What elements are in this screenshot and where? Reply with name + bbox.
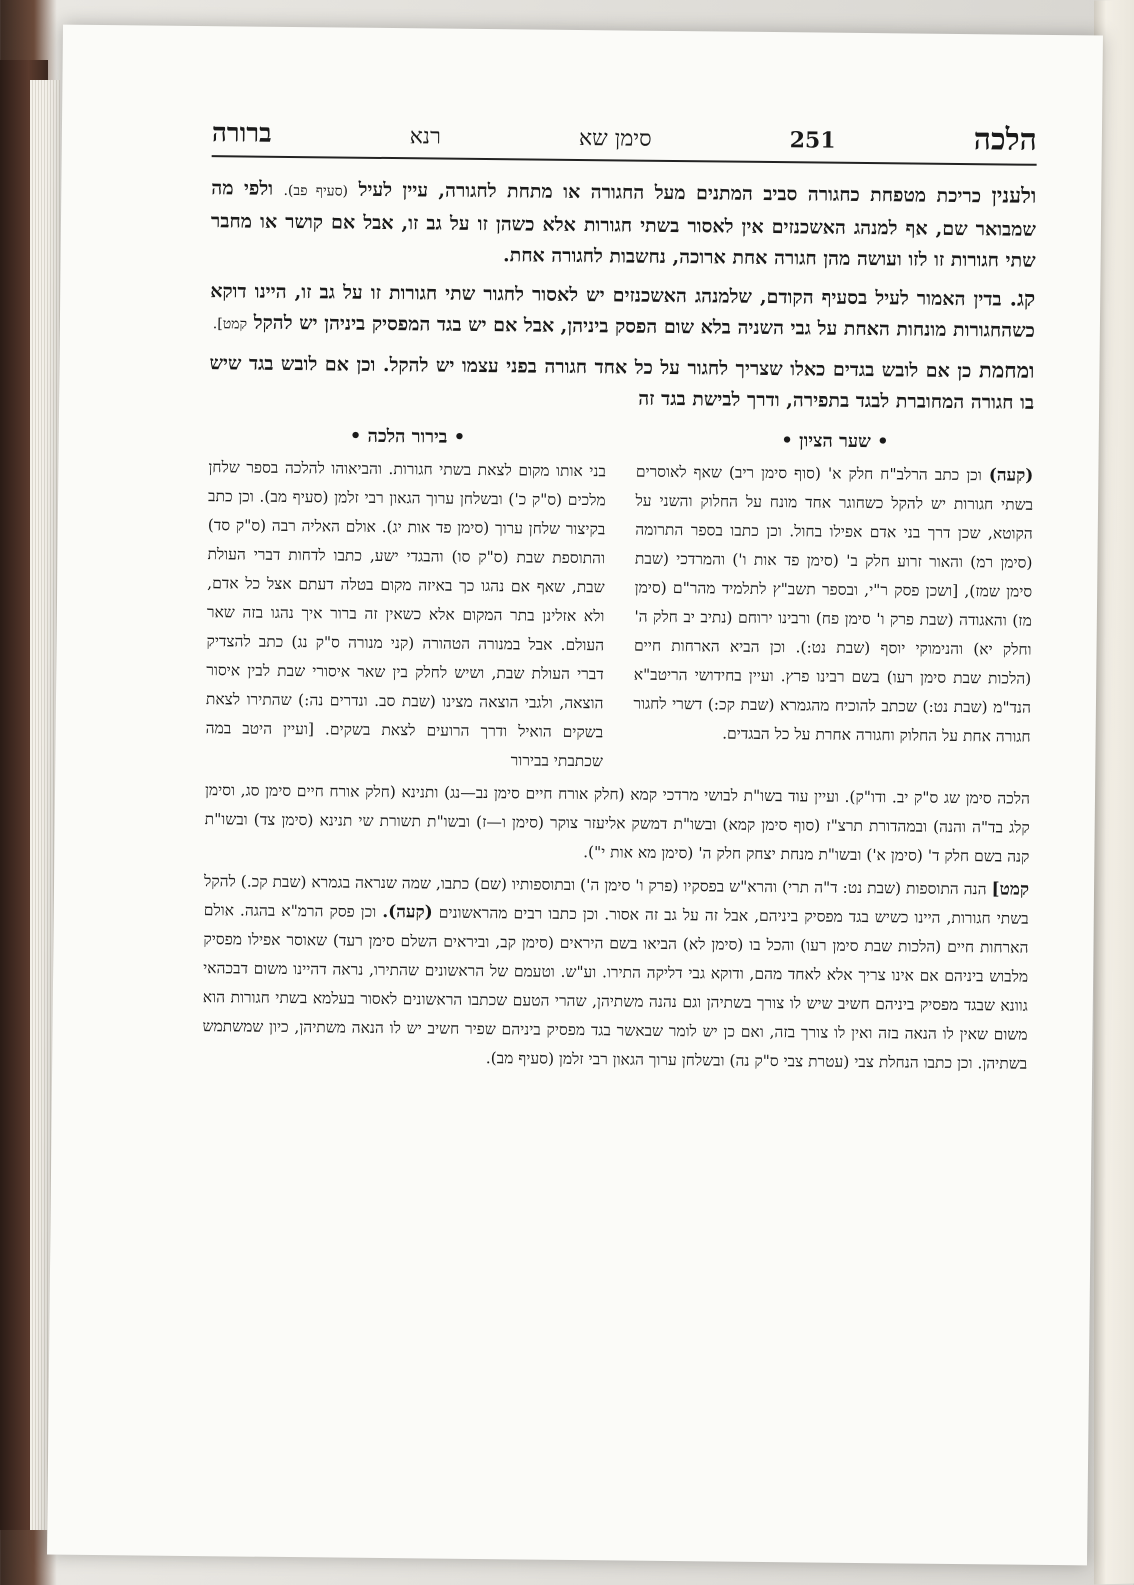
main-text <box>209 171 1036 419</box>
paragraph-2-lead: קג. <box>1009 285 1036 311</box>
paragraph-2 <box>210 274 1036 349</box>
paragraph-1-text-2: ולפי מה שמבואר שם, אף למנהג האשכנזים אין לאסור בשתי חגורות אלא כשהן זו על גב זו, אבל אם קושר או מחבר שתי חגורות זו לזו ועושה מהן חגורה אחת ארוכה, נחשבות לחגורה אחת. <box>210 177 1037 272</box>
note-2 <box>202 867 1029 1079</box>
running-header <box>212 114 1037 166</box>
paragraph-3 <box>209 346 1035 419</box>
note-2-lead: קמט] <box>991 879 1030 900</box>
birur-halacha-text: בני אותו מקום לצאת בשתי חגורות. והביאוהו להלכה בספר שלחן מלכים (ס"ק כ') ובשלחן ערוך הגאון רבי זלמן (סעיף מב). וכן כתב בקיצור שלחן ערוך (סימן פד אות יג). אולם האליה רבה (ס"ק סד) והתוספת שבת (ס"ק סו) והבגדי ישע, כתבו לדחות דברי העולת שבת, שאף אם נהגו כך באיזה מקום בטלה דעתם אצל כל אדם, ולא אזלינן בתר המקום אלא כשאין זה ברור איך נהגו בזה שאר העולם. אבל במנורה הטהורה (קני מנורה ס"ק נג) כתב להצדיק דברי העולת שבת, ושיש לחלק בין שאר איסורי שבת לבין איסור הוצאה, ולגבי הוצאה מצינו (שבת סב. ונדרים נה:) שהתירו לצאת בשקים הואיל ודרך הרועים לצאת בשקים. [ועיין היטב במה שכתבתי בבירור <box>205 458 606 771</box>
note-1: הלכה סימן שג ס"ק יב. ודו"ק). ועיין עוד בשו"ת לבושי מרדכי קמא (חלק אורח חיים סימן נב—נג) ותנינא (חלק אורח חיים סימן סג, וסימן קלג בד"ה והנה) ובמהדורת תרצ"ז (סוף סימן קמא) ובשו"ת דמשק אליעזר צוקר (סימן ו—ז) ובשו"ת תשורת שי תנינא (סימן צד) ובשו"ת קנה בשם חלק ד' (סימן א') ובשו"ת מנחת יצחק חלק ה' (סימן מא אות י"). <box>204 781 1031 866</box>
paragraph-2-ref: קמט]. <box>212 316 248 333</box>
commentary-columns <box>205 424 1034 781</box>
birur-halacha-title: • בירור הלכה • <box>349 425 466 448</box>
paragraph-1-text: כריכת מטפחת כחגורה סביב המתנים מעל החגורה או מתחת לחגורה, עיין לעיל <box>358 178 982 208</box>
shaar-hatziyun-lead: (קעה) <box>988 465 1034 486</box>
shaar-hatziyun-body: וכן כתב הרלב"ח חלק א' (סוף סימן ריב) שאף לאוסרים בשתי חגורות יש להקל כשחוגר אחד מונח על החלוק והשני על הקוטא, שכן דרך בני אדם אפילו בחול. וכן כתבו בספר התרומה (סימן רמ) והאור זרוע חלק ב' (סימן פד אות ו') והמרדכי (שבת סימן שמז), [ושכן פסק ר"י, ובספר תשב"ץ לתלמיד מהר"ם (סימן מז) והאגודה (שבת פרק ו' סימן פח) ורבינו ירוחם (נתיב יב חלק ה' וחלק יא) והנימוקי יוסף (שבת נט:). וכן הביא הארחות חיים (הלכות שבת סימן רעו) בשם רבינו פרץ. ועיין בחידושי הריטב"א הנד"מ (שבת נט:) שכתב להוכיח מהגמרא (שבת קכ:) דשרי לחגור חגורה אחת על החלוק וחגורה אחרת על כל הבגדים. <box>633 462 1034 746</box>
paragraph-2-text: בדין האמור לעיל בסעיף הקודם, שלמנהג האשכנזים יש לאסור לחגור שתי חגורות זו על גב זו, היינו דוקא כשהחגורות מונחות האחת על גבי השניה בלא שום הפסק ביניהן, אבל אם יש בגד המפסיק ביניהן יש להקל <box>210 280 1036 342</box>
paragraph-1 <box>210 171 1036 277</box>
book-page <box>47 25 1103 1566</box>
birur-halacha-column <box>205 424 606 776</box>
page-number: 251 <box>789 127 836 154</box>
note-2-text-2: וכן פסק הרמ"א בהגה. אולם הארחות חיים (הלכות שבת סימן רעו) והכל בו (סימן לא) הביאו בשם היראים (סימן קב, וביראים השלם סימן רעד) שאוסר אפילו מפסיק מלבוש ביניהם אם אינו צריך אלא לאחד מהם, ודוקא גבי דליקה התירו. וע"ש. וטעמם של הראשונים שהתירו, נראה דהיינו משום דבכהאי גוונא שבגד מפסיק ביניהם חשיב שיש לו צורך בשתיהן וגם נהנה משתיהן, שהרי הטעם שכתבו הראשונים לאסור בעלמא בשתי חגורות הוא משום שאין לו הנאה בזה ואין לו צורך בזה, ואם כן יש לומר שבאשר בגד מפסיק ביניהם שפיר חשיב יש לו הנאה משתיהן, כיון שמשתמש בשתיהן. וכן כתבו הנחלת צבי (עטרת צבי ס"ק נה) ובשלחן ערוך הגאון רבי זלמן (סעיף מב). <box>202 901 1029 1073</box>
shaar-hatziyun-text <box>633 458 1034 752</box>
note-2-bold: (קעה). <box>382 901 433 923</box>
shaar-hatziyun-column <box>633 429 1034 781</box>
paragraph-1-lead: ולענין <box>991 182 1037 208</box>
shaar-hatziyun-title: • שער הציון • <box>781 430 889 453</box>
header-title-left: ברורה <box>211 118 272 149</box>
paragraph-3-text: כן אם לובש בגדים כאלו שצריך לחגור על כל אחד חגורה בפני עצמו יש להקל. וכן אם לובש בגד שיש בו חגורה המחוברת לבגד בתפירה, ודרך לבישת בגד זה <box>209 352 1035 414</box>
page-content <box>197 114 1037 1525</box>
header-page-letters: רנא <box>409 124 441 150</box>
paragraph-1-ref: (סעיף פב). <box>283 182 349 200</box>
notes-section <box>202 776 1030 1079</box>
paragraph-3-lead: ומחמת <box>978 357 1035 383</box>
header-siman: סימן שא <box>578 126 652 152</box>
header-title-right: הלכה <box>973 122 1038 158</box>
note-2-text: הנה התוספות (שבת נט: ד"ה תרי) והרא"ש בפסקיו (פרק ו' סימן ה') ובתוספותיו (שם) כתבו, שמה שנראה בגמרא (שבת קכ.) להקל בשתי חגורות, היינו כשיש בגד מפסיק ביניהם, אבל זה על גב זה אסור. וכן כתבו רבים מהראשונים <box>203 872 1029 928</box>
